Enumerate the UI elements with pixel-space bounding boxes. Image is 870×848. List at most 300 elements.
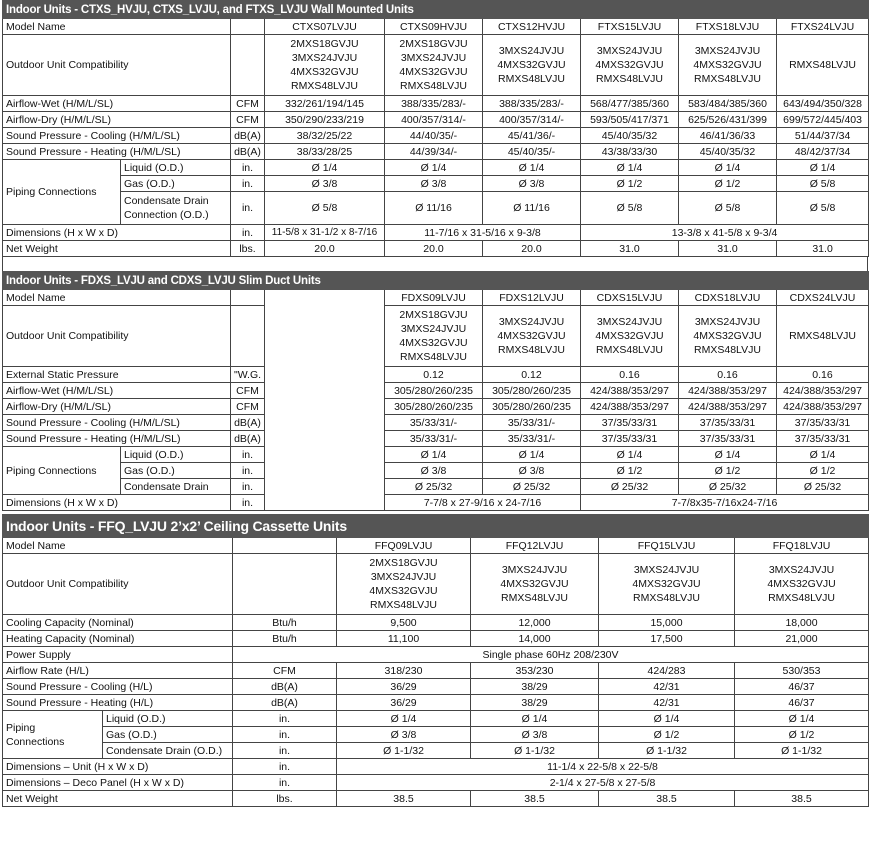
- cell: 699/572/445/403: [777, 112, 869, 128]
- cell: Ø 1/4: [483, 447, 581, 463]
- table-row: [3, 19, 869, 35]
- cell-line: 2MXS18GVJU: [369, 557, 438, 569]
- row-unit: dB(A): [231, 431, 265, 447]
- cell: 0.16: [581, 367, 679, 383]
- row-label: Power Supply: [3, 647, 233, 663]
- section-title: Indoor Units - CTXS_HVJU, CTXS_LVJU, and FTXS_LVJU Wall Mounted Units: [3, 1, 869, 19]
- cell-line: RMXS48LVJU: [789, 330, 856, 342]
- cell: Ø 3/8: [265, 176, 385, 192]
- cell: 305/280/260/235: [385, 399, 483, 415]
- row-unit: in.: [231, 447, 265, 463]
- cell-line: 3MXS24JVJU: [400, 323, 467, 335]
- row-unit: "W.G.: [231, 367, 265, 383]
- cell: 583/484/385/360: [679, 96, 777, 112]
- cell: 12,000: [471, 615, 599, 631]
- cell: 36/29: [337, 679, 471, 695]
- cell-line: 3MXS24JVJU: [596, 316, 663, 328]
- table-row: [3, 538, 869, 554]
- cell: Ø 1-1/32: [337, 743, 471, 759]
- cell: 35/33/31/-: [483, 431, 581, 447]
- cell: Ø 1/2: [599, 727, 735, 743]
- row-label: Airflow-Wet (H/M/L/SL): [3, 383, 231, 399]
- cell: CTXS12HVJU: [483, 19, 581, 35]
- cell: CDXS24LVJU: [777, 290, 869, 306]
- cell: Ø 1/4: [777, 447, 869, 463]
- cell: 45/40/35/-: [483, 144, 581, 160]
- cell: [679, 35, 777, 96]
- table-row: [3, 225, 869, 241]
- table-row: [3, 695, 869, 711]
- cell-line: 3MXS24JVJU: [291, 52, 358, 64]
- cell: 20.0: [265, 241, 385, 257]
- row-label: Condensate Drain (O.D.): [103, 743, 233, 759]
- cell: CTXS07LVJU: [265, 19, 385, 35]
- row-label: Sound Pressure - Heating (H/L): [3, 695, 233, 711]
- cell: Ø 1/2: [679, 176, 777, 192]
- cell: FTXS18LVJU: [679, 19, 777, 35]
- cell: 11,100: [337, 631, 471, 647]
- cell: [483, 306, 581, 367]
- cell: 11-1/4 x 22-5/8 x 22-5/8: [337, 759, 869, 775]
- cell: [385, 306, 483, 367]
- row-label: Liquid (O.D.): [103, 711, 233, 727]
- cell: 35/33/31/-: [385, 431, 483, 447]
- row-label: Sound Pressure - Cooling (H/M/L/SL): [3, 128, 231, 144]
- cell: 0.12: [385, 367, 483, 383]
- cell: 31.0: [581, 241, 679, 257]
- row-unit: Btu/h: [233, 615, 337, 631]
- cell-line: 3MXS24JVJU: [768, 564, 835, 576]
- table-row: [3, 415, 869, 431]
- cell: Ø 25/32: [679, 479, 777, 495]
- cell: Ø 1/4: [679, 447, 777, 463]
- cell: Ø 1/4: [385, 447, 483, 463]
- row-unit: lbs.: [231, 241, 265, 257]
- row-unit: lbs.: [233, 791, 337, 807]
- cell: Ø 5/8: [777, 176, 869, 192]
- row-unit: CFM: [231, 112, 265, 128]
- cell: 38/32/25/22: [265, 128, 385, 144]
- cell: 424/388/353/297: [581, 383, 679, 399]
- cell: 7-7/8x35-7/16x24-7/16: [581, 495, 869, 511]
- table-row: [3, 176, 869, 192]
- row-label: Sound Pressure - Heating (H/M/L/SL): [3, 431, 231, 447]
- table-row: [3, 775, 869, 791]
- cell: 568/477/385/360: [581, 96, 679, 112]
- table-row: [3, 727, 869, 743]
- cell: 0.16: [777, 367, 869, 383]
- row-unit: CFM: [231, 96, 265, 112]
- cell: 424/388/353/297: [777, 399, 869, 415]
- row-unit: CFM: [231, 383, 265, 399]
- label-line: Piping: [6, 721, 36, 734]
- cell: 46/41/36/33: [679, 128, 777, 144]
- table-row: [3, 463, 869, 479]
- table-row: [3, 759, 869, 775]
- table-row: [3, 192, 869, 225]
- table-row: [3, 160, 869, 176]
- cell: 45/40/35/32: [581, 128, 679, 144]
- cell: FDXS12LVJU: [483, 290, 581, 306]
- table-row: [3, 554, 869, 615]
- cell: [337, 554, 471, 615]
- cell: 51/44/37/34: [777, 128, 869, 144]
- table-row: [3, 711, 869, 727]
- cell: 424/388/353/297: [679, 399, 777, 415]
- cell: 44/39/34/-: [385, 144, 483, 160]
- cell: 35/33/31/-: [483, 415, 581, 431]
- cell: Ø 3/8: [337, 727, 471, 743]
- row-unit: dB(A): [233, 679, 337, 695]
- cell: Ø 1/4: [581, 160, 679, 176]
- row-label: Sound Pressure - Heating (H/M/L/SL): [3, 144, 231, 160]
- table-row: [3, 791, 869, 807]
- cell: [483, 35, 581, 96]
- row-unit: in.: [231, 479, 265, 495]
- row-label: Net Weight: [3, 241, 231, 257]
- table-row: [3, 128, 869, 144]
- cell: 9,500: [337, 615, 471, 631]
- table-row: [3, 615, 869, 631]
- cell: 400/357/314/-: [385, 112, 483, 128]
- cell: FFQ15LVJU: [599, 538, 735, 554]
- row-label: Dimensions (H x W x D): [3, 225, 231, 241]
- cell: Ø 25/32: [777, 479, 869, 495]
- cell: Ø 11/16: [385, 192, 483, 225]
- cell-line: 4MXS32GVJU: [595, 330, 664, 342]
- cell: 36/29: [337, 695, 471, 711]
- cell: CDXS15LVJU: [581, 290, 679, 306]
- cell: 15,000: [599, 615, 735, 631]
- cell: Ø 11/16: [483, 192, 581, 225]
- cell: 20.0: [385, 241, 483, 257]
- cell: Ø 25/32: [385, 479, 483, 495]
- cell: FTXS24LVJU: [777, 19, 869, 35]
- row-label: Liquid (O.D.): [121, 447, 231, 463]
- cell: [735, 554, 869, 615]
- cell: 18,000: [735, 615, 869, 631]
- cell: CTXS09HVJU: [385, 19, 483, 35]
- row-unit: dB(A): [231, 144, 265, 160]
- row-label: Gas (O.D.): [121, 463, 231, 479]
- row-unit: CFM: [231, 399, 265, 415]
- cell-line: 3MXS24JVJU: [370, 571, 437, 583]
- cell: 318/230: [337, 663, 471, 679]
- cell: Ø 1/2: [581, 176, 679, 192]
- cell: 37/35/33/31: [679, 415, 777, 431]
- cell: 7-7/8 x 27-9/16 x 24-7/16: [385, 495, 581, 511]
- cell: Ø 1/4: [265, 160, 385, 176]
- row-label: Outdoor Unit Compatibility: [3, 35, 231, 96]
- table-row: [3, 495, 869, 511]
- cell: 20.0: [483, 241, 581, 257]
- cell: FFQ18LVJU: [735, 538, 869, 554]
- cell: 424/388/353/297: [777, 383, 869, 399]
- cell: Ø 25/32: [483, 479, 581, 495]
- cell: FFQ12LVJU: [471, 538, 599, 554]
- cell: 38.5: [599, 791, 735, 807]
- cell-line: RMXS48LVJU: [498, 73, 565, 85]
- label-line: Connection (O.D.): [124, 209, 209, 221]
- row-unit: dB(A): [233, 695, 337, 711]
- cell: Ø 1/4: [483, 160, 581, 176]
- cell-line: 4MXS32GVJU: [693, 330, 762, 342]
- cell: 38.5: [337, 791, 471, 807]
- cell: Ø 1/4: [471, 711, 599, 727]
- cell-line: 4MXS32GVJU: [693, 59, 762, 71]
- cell: 11-5/8 x 31-1/2 x 8-7/16: [265, 225, 385, 241]
- cell-line: RMXS48LVJU: [400, 80, 467, 92]
- cell: Ø 3/8: [385, 463, 483, 479]
- cell-line: 2MXS18GVJU: [290, 38, 359, 50]
- section-title: Indoor Units - FDXS_LVJU and CDXS_LVJU Slim Duct Units: [3, 272, 869, 290]
- cell: Ø 1/4: [777, 160, 869, 176]
- row-unit: [233, 554, 337, 615]
- cell: 0.12: [483, 367, 581, 383]
- cell: 48/42/37/34: [777, 144, 869, 160]
- cell: 21,000: [735, 631, 869, 647]
- cell: 17,500: [599, 631, 735, 647]
- row-label: External Static Pressure: [3, 367, 231, 383]
- cell-line: 3MXS24JVJU: [498, 316, 565, 328]
- cell: Ø 5/8: [679, 192, 777, 225]
- row-label: Cooling Capacity (Nominal): [3, 615, 233, 631]
- cell: [385, 35, 483, 96]
- cell: Ø 1/4: [385, 160, 483, 176]
- cell: 643/494/350/328: [777, 96, 869, 112]
- cell: 44/40/35/-: [385, 128, 483, 144]
- cell-line: 3MXS24JVJU: [633, 564, 700, 576]
- row-unit: in.: [231, 463, 265, 479]
- cell: 388/335/283/-: [483, 96, 581, 112]
- cell: 31.0: [679, 241, 777, 257]
- cell: 424/388/353/297: [581, 399, 679, 415]
- row-label: Dimensions – Unit (H x W x D): [3, 759, 233, 775]
- row-unit: in.: [231, 160, 265, 176]
- cell-line: 4MXS32GVJU: [399, 66, 468, 78]
- cell: Ø 1/4: [679, 160, 777, 176]
- row-unit: in.: [231, 225, 265, 241]
- cell: 45/40/35/32: [679, 144, 777, 160]
- row-unit: [231, 19, 265, 35]
- cell-line: 4MXS32GVJU: [399, 337, 468, 349]
- row-label: Sound Pressure - Cooling (H/L): [3, 679, 233, 695]
- cell: [777, 306, 869, 367]
- table-row: [3, 663, 869, 679]
- cell: Ø 1/2: [581, 463, 679, 479]
- table-row: [3, 479, 869, 495]
- cell: 38/29: [471, 679, 599, 695]
- cell: Ø 3/8: [483, 176, 581, 192]
- cell-line: RMXS48LVJU: [694, 73, 761, 85]
- cell-line: 4MXS32GVJU: [500, 578, 569, 590]
- table-row: [3, 447, 869, 463]
- cell: 14,000: [471, 631, 599, 647]
- row-label: [121, 192, 231, 225]
- cell: 38/29: [471, 695, 599, 711]
- cell-line: 4MXS32GVJU: [369, 585, 438, 597]
- table-row: [3, 743, 869, 759]
- row-unit: dB(A): [231, 128, 265, 144]
- row-label: Model Name: [3, 290, 231, 306]
- cell: Ø 1/4: [735, 711, 869, 727]
- cell: Ø 5/8: [265, 192, 385, 225]
- cell-line: RMXS48LVJU: [370, 599, 437, 611]
- cell: 13-3/8 x 41-5/8 x 9-3/4: [581, 225, 869, 241]
- cell: 350/290/233/219: [265, 112, 385, 128]
- table-row: [3, 431, 869, 447]
- row-label: Airflow-Dry (H/M/L/SL): [3, 399, 231, 415]
- cell: Ø 5/8: [581, 192, 679, 225]
- cell: 46/37: [735, 695, 869, 711]
- table-row: [3, 35, 869, 96]
- cell-line: 4MXS32GVJU: [595, 59, 664, 71]
- cell: 37/35/33/31: [581, 415, 679, 431]
- cell-line: RMXS48LVJU: [633, 592, 700, 604]
- cell: Single phase 60Hz 208/230V: [233, 647, 869, 663]
- row-group-label: Piping Connections: [3, 160, 121, 225]
- cell-line: 3MXS24JVJU: [400, 52, 467, 64]
- cassette-table: [2, 514, 869, 807]
- cell-line: 2MXS18GVJU: [399, 38, 468, 50]
- cell: 305/280/260/235: [483, 399, 581, 415]
- cell: 305/280/260/235: [483, 383, 581, 399]
- table-row: [3, 647, 869, 663]
- table-row: [3, 367, 869, 383]
- cell: 35/33/31/-: [385, 415, 483, 431]
- cell-line: RMXS48LVJU: [501, 592, 568, 604]
- row-label: Outdoor Unit Compatibility: [3, 554, 233, 615]
- cell: 45/41/36/-: [483, 128, 581, 144]
- cell-line: 3MXS24JVJU: [498, 45, 565, 57]
- cell: Ø 3/8: [471, 727, 599, 743]
- row-unit: in.: [231, 495, 265, 511]
- table-row: [3, 306, 869, 367]
- row-unit: in.: [231, 176, 265, 192]
- table-row: [3, 399, 869, 415]
- cell: Ø 1/2: [679, 463, 777, 479]
- section-gap: [2, 257, 868, 271]
- row-label: Airflow-Wet (H/M/L/SL): [3, 96, 231, 112]
- cell: [581, 35, 679, 96]
- row-label: Liquid (O.D.): [121, 160, 231, 176]
- cell: Ø 1/2: [777, 463, 869, 479]
- cell: 388/335/283/-: [385, 96, 483, 112]
- row-unit: in.: [231, 192, 265, 225]
- table-row: [3, 112, 869, 128]
- cell-line: RMXS48LVJU: [400, 351, 467, 363]
- row-unit: in.: [233, 711, 337, 727]
- row-unit: dB(A): [231, 415, 265, 431]
- cell: 37/35/33/31: [581, 431, 679, 447]
- cell: Ø 1/2: [735, 727, 869, 743]
- cell: 332/261/194/145: [265, 96, 385, 112]
- row-group-label: Piping Connections: [3, 447, 121, 495]
- cell: [679, 306, 777, 367]
- cell: [265, 35, 385, 96]
- cell-line: RMXS48LVJU: [596, 344, 663, 356]
- cell: Ø 5/8: [777, 192, 869, 225]
- cell: 42/31: [599, 679, 735, 695]
- cell: 38.5: [471, 791, 599, 807]
- table-row: [3, 383, 869, 399]
- cell: 31.0: [777, 241, 869, 257]
- row-unit: in.: [233, 743, 337, 759]
- table-row: [3, 241, 869, 257]
- cell: 424/283: [599, 663, 735, 679]
- cell-line: 3MXS24JVJU: [501, 564, 568, 576]
- cell-line: 3MXS24JVJU: [694, 316, 761, 328]
- cell: 593/505/417/371: [581, 112, 679, 128]
- row-unit: in.: [233, 759, 337, 775]
- cell: [599, 554, 735, 615]
- row-label: Net Weight: [3, 791, 233, 807]
- cell: 625/526/431/399: [679, 112, 777, 128]
- section-title: Indoor Units - FFQ_LVJU 2’x2’ Ceiling Cassette Units: [3, 515, 869, 538]
- cell: 2-1/4 x 27-5/8 x 27-5/8: [337, 775, 869, 791]
- cell: [581, 306, 679, 367]
- row-unit: [233, 538, 337, 554]
- cell-line: RMXS48LVJU: [291, 80, 358, 92]
- cell: 400/357/314/-: [483, 112, 581, 128]
- cell-line: RMXS48LVJU: [596, 73, 663, 85]
- cell: FFQ09LVJU: [337, 538, 471, 554]
- cell: 46/37: [735, 679, 869, 695]
- cell: [777, 35, 869, 96]
- cell: Ø 3/8: [385, 176, 483, 192]
- row-unit: in.: [233, 727, 337, 743]
- spec-sheet: [2, 0, 868, 807]
- table-row: [3, 144, 869, 160]
- cell: 353/230: [471, 663, 599, 679]
- cell-line: 4MXS32GVJU: [497, 330, 566, 342]
- cell: 0.16: [679, 367, 777, 383]
- row-label: Outdoor Unit Compatibility: [3, 306, 231, 367]
- cell: 37/35/33/31: [777, 431, 869, 447]
- row-label: Dimensions (H x W x D): [3, 495, 231, 511]
- row-group-label: [3, 711, 103, 759]
- row-unit: Btu/h: [233, 631, 337, 647]
- cell-line: RMXS48LVJU: [789, 59, 857, 71]
- label-line: Connections: [6, 735, 65, 748]
- cell: 38.5: [735, 791, 869, 807]
- cell-line: 2MXS18GVJU: [399, 309, 468, 321]
- cell: 305/280/260/235: [385, 383, 483, 399]
- cell: 38/33/28/25: [265, 144, 385, 160]
- row-unit: [231, 290, 265, 306]
- cell: Ø 25/32: [581, 479, 679, 495]
- row-label: Sound Pressure - Cooling (H/M/L/SL): [3, 415, 231, 431]
- cell-line: 4MXS32GVJU: [290, 66, 359, 78]
- slim-duct-table: [2, 271, 869, 511]
- row-label: Gas (O.D.): [121, 176, 231, 192]
- table-row: [3, 631, 869, 647]
- cell: 530/353: [735, 663, 869, 679]
- cell: CDXS18LVJU: [679, 290, 777, 306]
- cell-line: 4MXS32GVJU: [497, 59, 566, 71]
- table-row: [3, 290, 869, 306]
- cell: FDXS09LVJU: [385, 290, 483, 306]
- row-unit: CFM: [233, 663, 337, 679]
- cell: Ø 1-1/32: [471, 743, 599, 759]
- cell: Ø 1-1/32: [599, 743, 735, 759]
- wall-mounted-table: [2, 0, 869, 257]
- cell-line: 3MXS24JVJU: [596, 45, 663, 57]
- table-row: [3, 96, 869, 112]
- cell: 37/35/33/31: [777, 415, 869, 431]
- cell: 43/38/33/30: [581, 144, 679, 160]
- row-label: Airflow-Dry (H/M/L/SL): [3, 112, 231, 128]
